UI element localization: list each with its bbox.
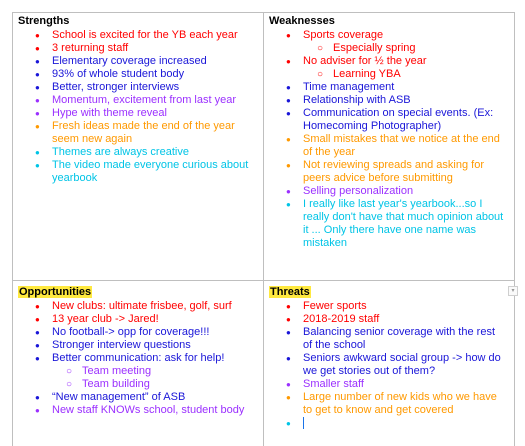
threats-list (269, 300, 505, 431)
opportunities-title (18, 286, 260, 299)
list-item (269, 107, 511, 133)
list-item-text: Better communication: ask for help! (52, 352, 225, 364)
bullet-icon: ● (35, 57, 40, 66)
bullet-icon: ● (286, 57, 291, 66)
bullet-icon: ● (35, 109, 40, 118)
bullet-icon: ● (286, 393, 291, 402)
list-item-text: Large number of new kids who we have to get to know and get covered (303, 391, 497, 416)
list-item-text: Small mistakes that we notice at the end of the year (303, 133, 500, 158)
table-border-left (12, 12, 13, 446)
text-cursor (303, 417, 304, 429)
bullet-icon: ● (35, 31, 40, 40)
list-item (18, 146, 260, 159)
bullet-icon: ● (286, 354, 291, 363)
list-item (18, 300, 260, 313)
list-item (269, 29, 511, 42)
list-item (18, 404, 260, 417)
list-item-text: Fewer sports (303, 300, 367, 312)
list-item (18, 107, 260, 120)
bullet-icon: ● (35, 96, 40, 105)
bullet-icon: ● (35, 393, 40, 402)
list-item (269, 313, 505, 326)
bullet-icon: ● (286, 83, 291, 92)
threats-title (269, 286, 505, 299)
bullet-icon: ● (286, 380, 291, 389)
list-item-text: Learning YBA (333, 68, 401, 80)
sub-list-item (269, 68, 511, 81)
list-item (18, 391, 260, 404)
list-item (269, 378, 505, 391)
bullet-icon: ● (35, 315, 40, 324)
list-item (18, 94, 260, 107)
list-item-text: Time management (303, 81, 395, 93)
list-item-text: Especially spring (333, 42, 416, 54)
list-item-text: Themes are always creative (52, 146, 189, 158)
list-item-text: Not reviewing spreads and asking for peers advice before submitting (303, 159, 484, 184)
list-item-text: New staff KNOWs school, student body (52, 404, 245, 416)
list-item-text: I really like last year's yearbook...so I really don't have that much opinion about it ... Only there have one name was mistaken (303, 198, 504, 249)
cell-menu-dropdown-icon[interactable]: ▾ (508, 286, 518, 296)
bullet-icon: ● (35, 44, 40, 53)
list-item-text: Stronger interview questions (52, 339, 191, 351)
list-item-text: New clubs: ultimate frisbee, golf, surf (52, 300, 232, 312)
list-item-text: No football-> opp for coverage!!! (52, 326, 210, 338)
list-item-text: Team meeting (82, 365, 152, 377)
list-item-text: Selling personalization (303, 185, 414, 197)
weaknesses-list (269, 29, 511, 250)
threats-title-text: Threats (270, 286, 310, 298)
list-item-text: 3 returning staff (52, 42, 129, 54)
bullet-icon: ● (35, 70, 40, 79)
bullet-icon: ● (286, 187, 291, 196)
opportunities-list (18, 300, 260, 417)
list-item (269, 326, 505, 352)
list-item (18, 68, 260, 81)
list-item-text: School is excited for the YB each year (52, 29, 238, 41)
bullet-icon: ● (286, 419, 291, 428)
bullet-icon: ● (286, 31, 291, 40)
list-item-text: Fresh ideas made the end of the year seem new again (52, 120, 235, 145)
list-item (18, 352, 260, 365)
list-item (269, 391, 505, 417)
sub-list-item (18, 365, 260, 378)
list-item (18, 339, 260, 352)
sub-list-item (18, 378, 260, 391)
weaknesses-cell[interactable] (269, 15, 511, 277)
list-item-text: Balancing senior coverage with the rest of the school (303, 326, 495, 351)
list-item (18, 120, 260, 146)
bullet-icon: ● (35, 406, 40, 415)
opportunities-title-text: Opportunities (19, 286, 92, 298)
list-item-text: Communication on special events. (Ex: Homecoming Photographer) (303, 107, 494, 132)
list-item (269, 198, 511, 250)
bullet-icon: ● (286, 135, 291, 144)
list-item (269, 352, 505, 378)
list-item-text: Elementary coverage increased (52, 55, 207, 67)
list-item (18, 29, 260, 42)
list-item (269, 300, 505, 313)
list-item-text: 93% of whole student body (52, 68, 185, 80)
bullet-icon: ● (35, 341, 40, 350)
bullet-icon: ● (35, 354, 40, 363)
bullet-icon: ● (35, 302, 40, 311)
list-item (269, 159, 511, 185)
bullet-icon: ● (286, 315, 291, 324)
strengths-cell[interactable] (18, 15, 260, 277)
list-item-text: Hype with theme reveal (52, 107, 167, 119)
bullet-icon: ● (286, 109, 291, 118)
list-item-text: Sports coverage (303, 29, 384, 41)
strengths-title: Strengths (18, 15, 70, 27)
bullet-icon: ● (286, 96, 291, 105)
bullet-icon: ● (286, 328, 291, 337)
list-item-text: Better, stronger interviews (52, 81, 180, 93)
bullet-icon: ● (35, 148, 40, 157)
list-item (269, 81, 511, 94)
sub-list-item (269, 42, 511, 55)
list-item (269, 133, 511, 159)
table-border-center (263, 12, 264, 446)
table-border-right (514, 12, 515, 446)
list-item-text: Relationship with ASB (303, 94, 411, 106)
hollow-bullet-icon: ○ (317, 69, 324, 80)
hollow-bullet-icon: ○ (66, 379, 73, 390)
list-item-text: 13 year club -> Jared! (52, 313, 159, 325)
bullet-icon: ● (286, 302, 291, 311)
weaknesses-title: Weaknesses (269, 15, 335, 27)
bullet-icon: ● (286, 200, 291, 209)
bullet-icon: ● (35, 328, 40, 337)
list-item-text: Smaller staff (303, 378, 364, 390)
list-item-text: The video made everyone curious about yearbook (52, 159, 249, 184)
bullet-icon: ● (35, 161, 40, 170)
bullet-icon: ● (35, 83, 40, 92)
list-item (18, 42, 260, 55)
list-item (269, 417, 505, 431)
strengths-list (18, 29, 260, 185)
list-item (18, 313, 260, 326)
list-item (18, 159, 260, 185)
hollow-bullet-icon: ○ (66, 366, 73, 377)
hollow-bullet-icon: ○ (317, 43, 324, 54)
list-item-text: Seniors awkward social group -> how do we get stories out of them? (303, 352, 501, 377)
list-item (269, 185, 511, 198)
list-item (18, 55, 260, 68)
list-item-text: Momentum, excitement from last year (52, 94, 237, 106)
list-item (18, 81, 260, 94)
list-item (269, 94, 511, 107)
list-item (269, 55, 511, 68)
list-item-text: No adviser for ½ the year (303, 55, 427, 67)
bullet-icon: ● (35, 122, 40, 131)
threats-cell[interactable] (269, 286, 505, 446)
opportunities-cell[interactable] (18, 286, 260, 446)
list-item-text: “New management” of ASB (52, 391, 186, 403)
list-item-text: Team building (82, 378, 150, 390)
list-item (18, 326, 260, 339)
list-item-text: 2018-2019 staff (303, 313, 380, 325)
bullet-icon: ● (286, 161, 291, 170)
